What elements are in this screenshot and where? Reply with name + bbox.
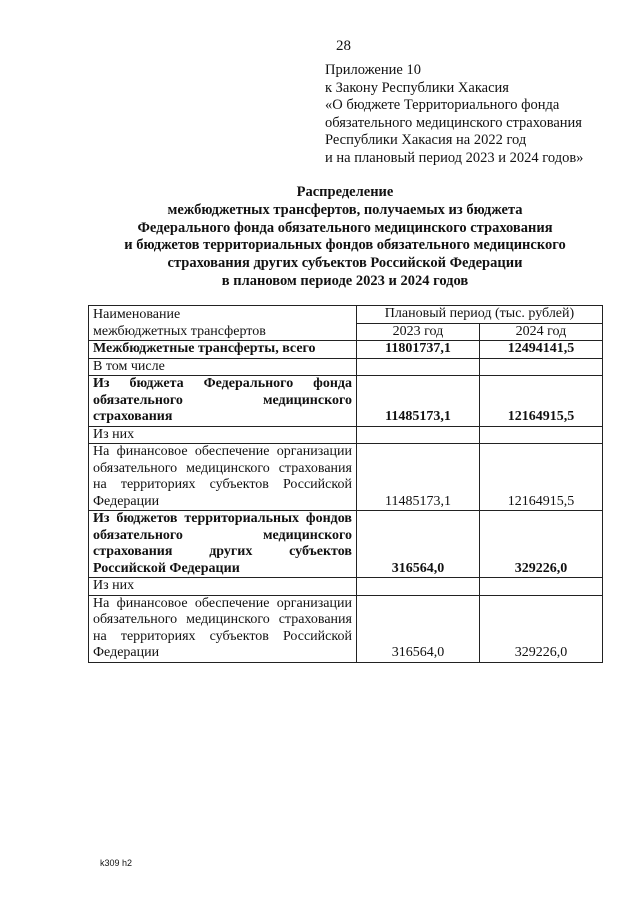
appendix-line: «О бюджете Территориального фонда: [325, 97, 560, 113]
row-value-2024: [479, 578, 602, 596]
appendix-line: Приложение 10: [325, 62, 421, 78]
row-value-2023: [356, 358, 479, 376]
appendix-line: и на плановый период 2023 и 2024 годов»: [325, 149, 584, 166]
table-row: [89, 578, 603, 596]
row-value-2023: 316564,0: [356, 511, 479, 578]
row-value-2023: [356, 578, 479, 596]
title-line: в плановом периоде 2023 и 2024 годов: [221, 272, 469, 289]
row-value-2023: [356, 426, 479, 444]
transfers-table: [88, 305, 603, 663]
row-name: Из них: [89, 426, 357, 444]
title-line: Распределение: [296, 184, 394, 200]
table-row: [89, 358, 603, 376]
row-name: Из них: [89, 578, 357, 596]
appendix-line: обязательного медицинского страхования: [325, 114, 582, 131]
row-value-2023: 11801737,1: [356, 341, 479, 359]
header-name-line1: Наименование: [93, 307, 181, 322]
row-value-2023: 11485173,1: [356, 444, 479, 511]
row-name: Межбюджетные трансферты, всего: [89, 341, 357, 359]
row-value-2024: 12164915,5: [479, 376, 602, 427]
row-value-2024: [479, 426, 602, 444]
header-name-cell: [89, 306, 357, 341]
title-line: межбюджетных трансфертов, получаемых из бюджета: [167, 201, 523, 218]
header-year-2024: 2024 год: [479, 323, 602, 341]
header-period-cell: Плановый период (тыс. рублей): [356, 306, 602, 324]
header-year-2023: 2023 год: [356, 323, 479, 341]
row-name: На финансовое обеспечение организации обязательного медицинского страхования на территориях субъектов Российской Федерации: [89, 595, 357, 662]
table-row: [89, 511, 603, 578]
row-value-2023: 11485173,1: [356, 376, 479, 427]
header-name-line2: межбюджетных трансфертов: [93, 323, 266, 339]
appendix-line: Республики Хакасия на 2022 год: [325, 132, 527, 148]
row-value-2024: 329226,0: [479, 511, 602, 578]
row-name: Из бюджетов территориальных фондов обязательного медицинского страхования других субъектов Российской Федерации: [89, 511, 357, 578]
row-value-2024: 12494141,5: [479, 341, 602, 359]
title-line: и бюджетов территориальных фондов обязательного медицинского: [124, 237, 566, 254]
appendix-line: к Закону Республики Хакасия: [325, 79, 509, 96]
table-row: [89, 376, 603, 427]
row-value-2023: 316564,0: [356, 595, 479, 662]
row-name: В том числе: [89, 358, 357, 376]
row-value-2024: 12164915,5: [479, 444, 602, 511]
page-number: 28: [336, 38, 351, 54]
table-row: [89, 595, 603, 662]
table-row: [89, 444, 603, 511]
table-row: [89, 426, 603, 444]
title-line: страхования других субъектов Российской Федерации: [167, 255, 523, 272]
row-value-2024: [479, 358, 602, 376]
row-name: На финансовое обеспечение организации обязательного медицинского страхования на территориях субъектов Российской Федерации: [89, 444, 357, 511]
title-line: Федерального фонда обязательного медицинского страхования: [137, 219, 553, 236]
footer-code: k309 h2: [100, 858, 133, 868]
document-title: [80, 184, 610, 291]
table-row: [89, 341, 603, 359]
row-value-2024: 329226,0: [479, 595, 602, 662]
row-name: Из бюджета Федерального фонда обязательного медицинского страхования: [89, 376, 357, 427]
appendix-block: [325, 62, 583, 167]
